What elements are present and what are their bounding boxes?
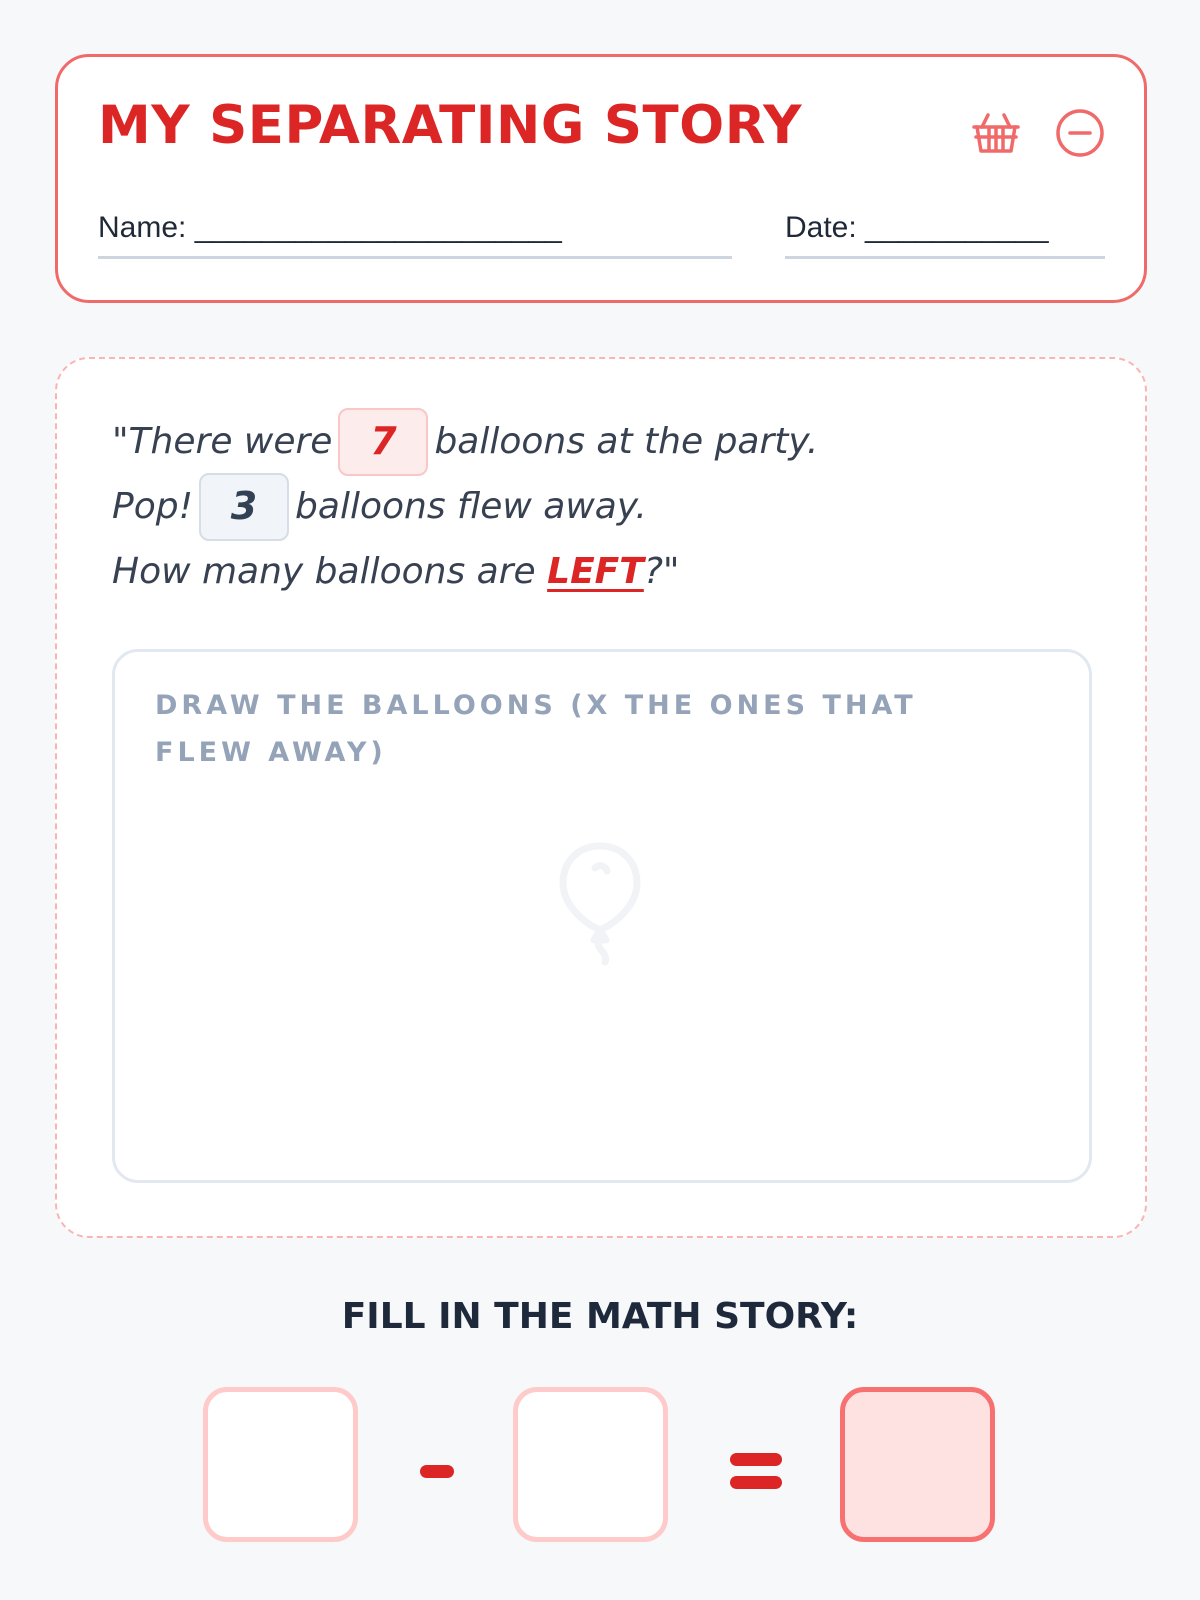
drawing-area-label: DRAW THE BALLOONS (X THE ONES THAT FLEW AWAY)	[155, 690, 917, 768]
story-line-2-start: Pop!	[112, 486, 194, 527]
equation-total-box[interactable]	[203, 1387, 358, 1542]
header-card	[55, 54, 1147, 303]
story-line-1-end: balloons at the party.	[434, 421, 819, 462]
drawing-area[interactable]	[112, 649, 1092, 1183]
story-line-2-end: balloons flew away.	[295, 486, 647, 527]
removed-number-badge: 3	[199, 473, 289, 541]
date-field[interactable]: Date: ___________	[785, 203, 1105, 259]
equation-removed-box[interactable]	[513, 1387, 668, 1542]
story-line-2	[112, 474, 818, 539]
story-line-3	[112, 539, 818, 604]
equation-answer-box[interactable]	[840, 1387, 995, 1542]
minus-symbol	[420, 1465, 454, 1478]
equals-bar-bottom	[730, 1476, 782, 1489]
minus-circle-icon[interactable]	[1054, 107, 1106, 159]
story-line-3-start: How many balloons are	[112, 551, 548, 592]
total-number-badge: 7	[338, 408, 428, 476]
equals-symbol	[730, 1453, 782, 1489]
left-keyword: LEFT	[547, 551, 644, 592]
balloon-icon	[555, 838, 645, 972]
story-text	[112, 409, 818, 604]
story-line-1-start: "There were	[112, 421, 333, 462]
equals-bar-top	[730, 1453, 782, 1466]
header-icons	[970, 107, 1106, 159]
equation-heading: FILL IN THE MATH STORY:	[341, 1296, 859, 1337]
story-line-1	[112, 409, 818, 474]
name-field[interactable]: Name: ______________________	[98, 203, 732, 259]
page-title: MY SEPARATING STORY	[98, 95, 803, 156]
story-line-3-end: ?"	[643, 551, 680, 592]
basket-icon[interactable]	[970, 107, 1022, 159]
story-card	[55, 357, 1147, 1238]
